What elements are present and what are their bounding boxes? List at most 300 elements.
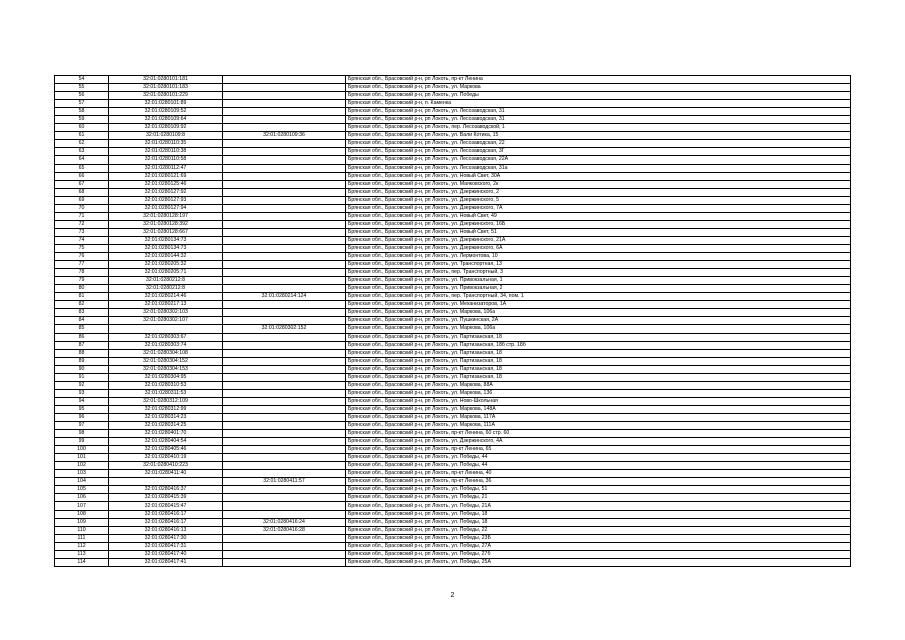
table-row bbox=[55, 317, 851, 325]
cadastral-number-cell: 32:01:0280405:46 bbox=[109, 446, 223, 454]
cadastral-number-cell: 32:01:0280416:17 bbox=[109, 518, 223, 526]
cadastral-number-cell: 32:01:0280416:13 bbox=[109, 526, 223, 534]
cadastral-number-cell: 32:01:0280144:32 bbox=[109, 253, 223, 261]
table-row bbox=[55, 502, 851, 510]
table-row bbox=[55, 405, 851, 413]
secondary-cadastral-number-cell bbox=[223, 470, 346, 478]
secondary-cadastral-number-cell bbox=[223, 446, 346, 454]
secondary-cadastral-number-cell bbox=[223, 486, 346, 494]
cadastral-number-cell: 32:01:0280304:152 bbox=[109, 357, 223, 365]
cadastral-number-cell: 32:01:0280415:47 bbox=[109, 502, 223, 510]
secondary-cadastral-number-cell bbox=[223, 269, 346, 277]
row-number-cell: 107 bbox=[55, 502, 109, 510]
cadastral-number-cell: 32:01:0280101:183 bbox=[109, 84, 223, 92]
secondary-cadastral-number-cell bbox=[223, 76, 346, 84]
table-row bbox=[55, 349, 851, 357]
row-number-cell: 60 bbox=[55, 124, 109, 132]
table-row bbox=[55, 253, 851, 261]
cadastral-number-cell: 32:01:0280302:107 bbox=[109, 317, 223, 325]
address-cell: Брянская обл., Брасовский р-н, рп Локоть, ул. Партизанская, 18 bbox=[346, 333, 851, 341]
row-number-cell: 111 bbox=[55, 534, 109, 542]
secondary-cadastral-number-cell bbox=[223, 381, 346, 389]
address-cell: Брянская обл., Брасовский р-н, рп Локоть, ул. Маркова, 117А bbox=[346, 413, 851, 421]
address-cell: Брянская обл., Брасовский р-н, рп Локоть, пр-кт Ленина, 65 bbox=[346, 446, 851, 454]
table-row bbox=[55, 422, 851, 430]
table-row bbox=[55, 196, 851, 204]
cadastral-number-cell: 32:01:0280410:19 bbox=[109, 454, 223, 462]
cadastral-number-cell: 32:01:0280304:95 bbox=[109, 373, 223, 381]
cadastral-number-cell bbox=[109, 478, 223, 486]
secondary-cadastral-number-cell bbox=[223, 148, 346, 156]
address-cell: Брянская обл., Брасовский р-н, рп Локоть, ул. Партизанская, 18 bbox=[346, 349, 851, 357]
cadastral-number-cell: 32:01:0280134:73 bbox=[109, 236, 223, 244]
row-number-cell: 102 bbox=[55, 462, 109, 470]
table-row bbox=[55, 277, 851, 285]
address-cell: Брянская обл., Брасовский р-н, рп Локоть, ул. Новый Свет, 51 bbox=[346, 228, 851, 236]
secondary-cadastral-number-cell bbox=[223, 277, 346, 285]
cadastral-number-cell: 32:01:0280411:40 bbox=[109, 470, 223, 478]
row-number-cell: 87 bbox=[55, 341, 109, 349]
secondary-cadastral-number-cell: 32:01:0280411:57 bbox=[223, 478, 346, 486]
table-row bbox=[55, 84, 851, 92]
cadastral-number-cell: 32:01:0280312:109 bbox=[109, 397, 223, 405]
table-row bbox=[55, 188, 851, 196]
row-number-cell: 73 bbox=[55, 228, 109, 236]
secondary-cadastral-number-cell bbox=[223, 349, 346, 357]
address-cell: Брянская обл., Брасовский р-н, рп Локоть, ул. Победы, 51 bbox=[346, 486, 851, 494]
table-row bbox=[55, 534, 851, 542]
row-number-cell: 56 bbox=[55, 92, 109, 100]
cadastral-number-cell: 32:01:0280401:70 bbox=[109, 430, 223, 438]
cadastral-number-cell: 32:01:0280101:181 bbox=[109, 76, 223, 84]
row-number-cell: 109 bbox=[55, 518, 109, 526]
row-number-cell: 74 bbox=[55, 236, 109, 244]
address-cell: Брянская обл., Брасовский р-н, рп Локоть, ул. Партизанская, 18б стр. 18б bbox=[346, 341, 851, 349]
address-cell: Брянская обл., Брасовский р-н, рп Локоть, ул. Дзержинского, 16Б bbox=[346, 220, 851, 228]
row-number-cell: 72 bbox=[55, 220, 109, 228]
secondary-cadastral-number-cell bbox=[223, 438, 346, 446]
row-number-cell: 70 bbox=[55, 204, 109, 212]
table-row bbox=[55, 454, 851, 462]
row-number-cell: 101 bbox=[55, 454, 109, 462]
cadastral-number-cell: 32:01:0280312:99 bbox=[109, 405, 223, 413]
row-number-cell: 81 bbox=[55, 293, 109, 301]
address-cell: Брянская обл., Брасовский р-н, рп Локоть, ул. Маркова, 136 bbox=[346, 389, 851, 397]
secondary-cadastral-number-cell: 32:01:0280214:124 bbox=[223, 293, 346, 301]
secondary-cadastral-number-cell bbox=[223, 430, 346, 438]
row-number-cell: 77 bbox=[55, 261, 109, 269]
cadastral-number-cell: 32:01:0280212:8 bbox=[109, 277, 223, 285]
table-row bbox=[55, 132, 851, 140]
table-row bbox=[55, 438, 851, 446]
table-row bbox=[55, 341, 851, 349]
secondary-cadastral-number-cell bbox=[223, 204, 346, 212]
row-number-cell: 104 bbox=[55, 478, 109, 486]
secondary-cadastral-number-cell: 32:01:0280109:36 bbox=[223, 132, 346, 140]
row-number-cell: 96 bbox=[55, 413, 109, 421]
address-cell: Брянская обл., Брасовский р-н, рп Локоть, ул. Победы bbox=[346, 92, 851, 100]
row-number-cell: 55 bbox=[55, 84, 109, 92]
table-row bbox=[55, 446, 851, 454]
cadastral-number-cell: 32:01:0280128:667 bbox=[109, 228, 223, 236]
address-cell: Брянская обл., Брасовский р-н, рп Локоть, ул. Дзержинского, 4А bbox=[346, 438, 851, 446]
cadastral-number-cell: 32:01:0280217:13 bbox=[109, 301, 223, 309]
address-cell: Брянская обл., Брасовский р-н, рп Локоть, ул. Партизанская, 18 bbox=[346, 373, 851, 381]
table-row bbox=[55, 309, 851, 317]
address-cell: Брянская обл., Брасовский р-н, рп Локоть, ул. Маркова, 106а bbox=[346, 309, 851, 317]
cadastral-number-cell: 32:01:0280303:67 bbox=[109, 333, 223, 341]
secondary-cadastral-number-cell bbox=[223, 228, 346, 236]
secondary-cadastral-number-cell bbox=[223, 462, 346, 470]
cadastral-number-cell: 32:01:0280417:31 bbox=[109, 542, 223, 550]
row-number-cell: 103 bbox=[55, 470, 109, 478]
cadastral-number-cell: 32:01:0280127:94 bbox=[109, 204, 223, 212]
address-cell: Брянская обл., Брасовский р-н, рп Локоть, пер. Лесозаводской, 1 bbox=[346, 124, 851, 132]
table-row bbox=[55, 293, 851, 301]
address-cell: Брянская обл., Брасовский р-н, рп Локоть, ул. Лесозаводская, 31 bbox=[346, 108, 851, 116]
address-cell: Брянская обл., Брасовский р-н, рп Локоть, ул. Лесозаводская, 22 bbox=[346, 140, 851, 148]
row-number-cell: 94 bbox=[55, 397, 109, 405]
row-number-cell: 97 bbox=[55, 422, 109, 430]
row-number-cell: 93 bbox=[55, 389, 109, 397]
address-cell: Брянская обл., Брасовский р-н, рп Локоть, ул. Победы, 23Б bbox=[346, 534, 851, 542]
secondary-cadastral-number-cell bbox=[223, 341, 346, 349]
row-number-cell: 108 bbox=[55, 510, 109, 518]
secondary-cadastral-number-cell bbox=[223, 188, 346, 196]
address-cell: Брянская обл., Брасовский р-н, п. Каменка bbox=[346, 100, 851, 108]
cadastral-number-cell: 32:01:0280410:223 bbox=[109, 462, 223, 470]
row-number-cell: 75 bbox=[55, 244, 109, 252]
row-number-cell: 58 bbox=[55, 108, 109, 116]
secondary-cadastral-number-cell bbox=[223, 220, 346, 228]
row-number-cell: 62 bbox=[55, 140, 109, 148]
table-row bbox=[55, 325, 851, 333]
table-row bbox=[55, 76, 851, 84]
secondary-cadastral-number-cell bbox=[223, 413, 346, 421]
table-row bbox=[55, 381, 851, 389]
secondary-cadastral-number-cell bbox=[223, 373, 346, 381]
table-row bbox=[55, 558, 851, 566]
secondary-cadastral-number-cell bbox=[223, 365, 346, 373]
address-cell: Брянская обл., Брасовский р-н, рп Локоть, ул. Лермонтова, 10 bbox=[346, 253, 851, 261]
secondary-cadastral-number-cell bbox=[223, 236, 346, 244]
row-number-cell: 78 bbox=[55, 269, 109, 277]
secondary-cadastral-number-cell bbox=[223, 156, 346, 164]
row-number-cell: 69 bbox=[55, 196, 109, 204]
cadastral-number-cell: 32:01:0280417:40 bbox=[109, 550, 223, 558]
cadastral-number-cell: 32:01:0280304:153 bbox=[109, 365, 223, 373]
address-cell: Брянская обл., Брасовский р-н, рп Локоть, ул. Партизанская, 18 bbox=[346, 365, 851, 373]
row-number-cell: 67 bbox=[55, 180, 109, 188]
row-number-cell: 110 bbox=[55, 526, 109, 534]
address-cell: Брянская обл., Брасовский р-н, рп Локоть, ул. Ново-Школьная bbox=[346, 397, 851, 405]
row-number-cell: 105 bbox=[55, 486, 109, 494]
row-number-cell: 112 bbox=[55, 542, 109, 550]
secondary-cadastral-number-cell bbox=[223, 108, 346, 116]
row-number-cell: 79 bbox=[55, 277, 109, 285]
registry-table-body bbox=[55, 76, 851, 567]
secondary-cadastral-number-cell bbox=[223, 180, 346, 188]
secondary-cadastral-number-cell bbox=[223, 116, 346, 124]
secondary-cadastral-number-cell bbox=[223, 253, 346, 261]
table-row bbox=[55, 269, 851, 277]
address-cell: Брянская обл., Брасовский р-н, рп Локоть, пер. Транспортный, 34, пом. 1 bbox=[346, 293, 851, 301]
row-number-cell: 66 bbox=[55, 172, 109, 180]
table-row bbox=[55, 486, 851, 494]
table-row bbox=[55, 413, 851, 421]
cadastral-number-cell: 32:01:0280415:39 bbox=[109, 494, 223, 502]
cadastral-number-cell: 32:01:0280109:8 bbox=[109, 132, 223, 140]
table-row bbox=[55, 389, 851, 397]
address-cell: Брянская обл., Брасовский р-н, рп Локоть, пр-кт Ленина, 36 bbox=[346, 478, 851, 486]
address-cell: Брянская обл., Брасовский р-н, рп Локоть, пр-кт Ленина, 60 стр. 60 bbox=[346, 430, 851, 438]
cadastral-number-cell: 32:01:0280314:25 bbox=[109, 422, 223, 430]
table-row bbox=[55, 261, 851, 269]
address-cell: Брянская обл., Брасовский р-н, рп Локоть, ул. Дзержинского, 5 bbox=[346, 196, 851, 204]
cadastral-number-cell: 32:01:0280302:103 bbox=[109, 309, 223, 317]
cadastral-number-cell: 32:01:0280134:73 bbox=[109, 244, 223, 252]
secondary-cadastral-number-cell bbox=[223, 261, 346, 269]
table-row bbox=[55, 204, 851, 212]
table-row bbox=[55, 462, 851, 470]
table-row bbox=[55, 100, 851, 108]
address-cell: Брянская обл., Брасовский р-н, рп Локоть, ул. Маркова, 88А bbox=[346, 381, 851, 389]
secondary-cadastral-number-cell bbox=[223, 140, 346, 148]
secondary-cadastral-number-cell bbox=[223, 317, 346, 325]
cadastral-number-cell: 32:01:0280110:35 bbox=[109, 140, 223, 148]
secondary-cadastral-number-cell bbox=[223, 212, 346, 220]
secondary-cadastral-number-cell bbox=[223, 389, 346, 397]
cadastral-number-cell: 32:01:0280416:17 bbox=[109, 510, 223, 518]
address-cell: Брянская обл., Брасовский р-н, рп Локоть, ул. Лесозаводская, 3Г bbox=[346, 148, 851, 156]
table-row bbox=[55, 542, 851, 550]
address-cell: Брянская обл., Брасовский р-н, рп Локоть, ул. Партизанская, 18 bbox=[346, 357, 851, 365]
address-cell: Брянская обл., Брасовский р-н, рп Локоть, ул. Маркова, 111А bbox=[346, 422, 851, 430]
table-row bbox=[55, 212, 851, 220]
cadastral-number-cell: 32:01:0280109:52 bbox=[109, 108, 223, 116]
address-cell: Брянская обл., Брасовский р-н, рп Локоть, ул. Победы, 22 bbox=[346, 526, 851, 534]
address-cell: Брянская обл., Брасовский р-н, рп Локоть, ул. Лесозаводская, 31а bbox=[346, 164, 851, 172]
table-row bbox=[55, 397, 851, 405]
table-row bbox=[55, 116, 851, 124]
address-cell: Брянская обл., Брасовский р-н, рп Локоть, ул. Победы, 25А bbox=[346, 558, 851, 566]
secondary-cadastral-number-cell bbox=[223, 405, 346, 413]
secondary-cadastral-number-cell bbox=[223, 84, 346, 92]
cadastral-number-cell: 32:01:0280110:38 bbox=[109, 148, 223, 156]
row-number-cell: 61 bbox=[55, 132, 109, 140]
row-number-cell: 63 bbox=[55, 148, 109, 156]
table-row bbox=[55, 148, 851, 156]
page-number: 2 bbox=[450, 592, 455, 599]
address-cell: Брянская обл., Брасовский р-н, рп Локоть, ул. Пушкинская, 2А bbox=[346, 317, 851, 325]
registry-table bbox=[54, 75, 851, 567]
table-row bbox=[55, 285, 851, 293]
address-cell: Брянская обл., Брасовский р-н, рп Локоть, ул. Маркова bbox=[346, 84, 851, 92]
address-cell: Брянская обл., Брасовский р-н, рп Локоть, ул. Маркова, 148А bbox=[346, 405, 851, 413]
secondary-cadastral-number-cell bbox=[223, 196, 346, 204]
secondary-cadastral-number-cell: 32:01:0280416:24 bbox=[223, 518, 346, 526]
secondary-cadastral-number-cell bbox=[223, 301, 346, 309]
secondary-cadastral-number-cell bbox=[223, 285, 346, 293]
cadastral-number-cell: 32:01:0280303:74 bbox=[109, 341, 223, 349]
address-cell: Брянская обл., Брасовский р-н, рп Локоть, ул. Дзержинского, 21А bbox=[346, 236, 851, 244]
row-number-cell: 92 bbox=[55, 381, 109, 389]
row-number-cell: 82 bbox=[55, 301, 109, 309]
cadastral-number-cell: 32:01:0280101:89 bbox=[109, 100, 223, 108]
secondary-cadastral-number-cell bbox=[223, 550, 346, 558]
cadastral-number-cell: 32:01:0280304:108 bbox=[109, 349, 223, 357]
row-number-cell: 95 bbox=[55, 405, 109, 413]
secondary-cadastral-number-cell bbox=[223, 172, 346, 180]
row-number-cell: 91 bbox=[55, 373, 109, 381]
secondary-cadastral-number-cell bbox=[223, 558, 346, 566]
cadastral-number-cell: 32:01:0280214:46 bbox=[109, 293, 223, 301]
cadastral-number-cell: 32:01:0280128:392 bbox=[109, 220, 223, 228]
secondary-cadastral-number-cell bbox=[223, 454, 346, 462]
address-cell: Брянская обл., Брасовский р-н, рп Локоть, ул. Дзержинского, 7А bbox=[346, 204, 851, 212]
table-row bbox=[55, 108, 851, 116]
table-row bbox=[55, 124, 851, 132]
address-cell: Брянская обл., Брасовский р-н, рп Локоть, ул. Лесозаводская, 31 bbox=[346, 116, 851, 124]
table-row bbox=[55, 236, 851, 244]
table-row bbox=[55, 373, 851, 381]
address-cell: Брянская обл., Брасовский р-н, рп Локоть, ул. Новый Свет, 30А bbox=[346, 172, 851, 180]
secondary-cadastral-number-cell bbox=[223, 422, 346, 430]
cadastral-number-cell: 32:01:0280127:93 bbox=[109, 196, 223, 204]
address-cell: Брянская обл., Брасовский р-н, рп Локоть, пр-кт Ленина, 40 bbox=[346, 470, 851, 478]
address-cell: Брянская обл., Брасовский р-н, рп Локоть, ул. Победы, 21 bbox=[346, 494, 851, 502]
row-number-cell: 84 bbox=[55, 317, 109, 325]
secondary-cadastral-number-cell bbox=[223, 534, 346, 542]
address-cell: Брянская обл., Брасовский р-н, рп Локоть, ул. Маяковского, 2к bbox=[346, 180, 851, 188]
table-row bbox=[55, 172, 851, 180]
table-row bbox=[55, 301, 851, 309]
table-row bbox=[55, 357, 851, 365]
cadastral-number-cell: 32:01:0280125:46 bbox=[109, 180, 223, 188]
cadastral-number-cell: 32:01:0280121:69 bbox=[109, 172, 223, 180]
secondary-cadastral-number-cell bbox=[223, 357, 346, 365]
table-row bbox=[55, 164, 851, 172]
row-number-cell: 86 bbox=[55, 333, 109, 341]
address-cell: Брянская обл., Брасовский р-н, рп Локоть, ул. Привокзальная, 1 bbox=[346, 277, 851, 285]
cadastral-number-cell: 32:01:0280205:32 bbox=[109, 261, 223, 269]
table-row bbox=[55, 518, 851, 526]
table-row bbox=[55, 430, 851, 438]
secondary-cadastral-number-cell bbox=[223, 542, 346, 550]
secondary-cadastral-number-cell bbox=[223, 510, 346, 518]
cadastral-number-cell: 32:01:0280112:47 bbox=[109, 164, 223, 172]
secondary-cadastral-number-cell: 32:01:0280416:28 bbox=[223, 526, 346, 534]
secondary-cadastral-number-cell bbox=[223, 124, 346, 132]
address-cell: Брянская обл., Брасовский р-н, рп Локоть, ул. Механизаторов, 1А bbox=[346, 301, 851, 309]
table-row bbox=[55, 156, 851, 164]
table-row bbox=[55, 550, 851, 558]
table-row bbox=[55, 494, 851, 502]
cadastral-number-cell bbox=[109, 325, 223, 333]
secondary-cadastral-number-cell bbox=[223, 397, 346, 405]
row-number-cell: 57 bbox=[55, 100, 109, 108]
secondary-cadastral-number-cell bbox=[223, 494, 346, 502]
table-row bbox=[55, 510, 851, 518]
table-row bbox=[55, 220, 851, 228]
cadastral-number-cell: 32:01:0280109:64 bbox=[109, 116, 223, 124]
address-cell: Брянская обл., Брасовский р-н, рп Локоть, ул. Победы, 18 bbox=[346, 510, 851, 518]
address-cell: Брянская обл., Брасовский р-н, рп Локоть, ул. Дзержинского, 2 bbox=[346, 188, 851, 196]
row-number-cell: 89 bbox=[55, 357, 109, 365]
row-number-cell: 90 bbox=[55, 365, 109, 373]
address-cell: Брянская обл., Брасовский р-н, рп Локоть, пер. Транспортный, 3 bbox=[346, 269, 851, 277]
row-number-cell: 100 bbox=[55, 446, 109, 454]
cadastral-number-cell: 32:01:0280109:92 bbox=[109, 124, 223, 132]
address-cell: Брянская обл., Брасовский р-н, рп Локоть, ул. Дзержинского, 6А bbox=[346, 244, 851, 252]
row-number-cell: 64 bbox=[55, 156, 109, 164]
table-row bbox=[55, 228, 851, 236]
row-number-cell: 59 bbox=[55, 116, 109, 124]
secondary-cadastral-number-cell bbox=[223, 164, 346, 172]
cadastral-number-cell: 32:01:0280417:30 bbox=[109, 534, 223, 542]
cadastral-number-cell: 32:01:0280404:54 bbox=[109, 438, 223, 446]
secondary-cadastral-number-cell bbox=[223, 333, 346, 341]
table-row bbox=[55, 333, 851, 341]
address-cell: Брянская обл., Брасовский р-н, рп Локоть, ул. Победы, 18 bbox=[346, 518, 851, 526]
secondary-cadastral-number-cell bbox=[223, 244, 346, 252]
address-cell: Брянская обл., Брасовский р-н, рп Локоть, ул. Привокзальная, 2 bbox=[346, 285, 851, 293]
secondary-cadastral-number-cell bbox=[223, 309, 346, 317]
address-cell: Брянская обл., Брасовский р-н, рп Локоть, ул. Победы, 27б bbox=[346, 550, 851, 558]
cadastral-number-cell: 32:01:0280110:58 bbox=[109, 156, 223, 164]
address-cell: Брянская обл., Брасовский р-н, рп Локоть, ул. Победы, 27А bbox=[346, 542, 851, 550]
cadastral-number-cell: 32:01:0280314:23 bbox=[109, 413, 223, 421]
table-row bbox=[55, 244, 851, 252]
secondary-cadastral-number-cell: 32:01:0280302:152 bbox=[223, 325, 346, 333]
row-number-cell: 114 bbox=[55, 558, 109, 566]
cadastral-number-cell: 32:01:0280205:71 bbox=[109, 269, 223, 277]
row-number-cell: 113 bbox=[55, 550, 109, 558]
row-number-cell: 88 bbox=[55, 349, 109, 357]
table-row bbox=[55, 365, 851, 373]
row-number-cell: 85 bbox=[55, 325, 109, 333]
row-number-cell: 54 bbox=[55, 76, 109, 84]
cadastral-number-cell: 32:01:0280311:53 bbox=[109, 389, 223, 397]
address-cell: Брянская обл., Брасовский р-н, рп Локоть, ул. Транспортная, 13 bbox=[346, 261, 851, 269]
address-cell: Брянская обл., Брасовский р-н, рп Локоть, ул. Победы, 44 bbox=[346, 462, 851, 470]
table-row bbox=[55, 526, 851, 534]
cadastral-number-cell: 32:01:0280310:53 bbox=[109, 381, 223, 389]
cadastral-number-cell: 32:01:0280212:8 bbox=[109, 285, 223, 293]
cadastral-number-cell: 32:01:0280416:37 bbox=[109, 486, 223, 494]
cadastral-number-cell: 32:01:0280128:197 bbox=[109, 212, 223, 220]
table-row bbox=[55, 478, 851, 486]
row-number-cell: 68 bbox=[55, 188, 109, 196]
address-cell: Брянская обл., Брасовский р-н, рп Локоть, пр-кт Ленина bbox=[346, 76, 851, 84]
secondary-cadastral-number-cell bbox=[223, 100, 346, 108]
secondary-cadastral-number-cell bbox=[223, 92, 346, 100]
address-cell: Брянская обл., Брасовский р-н, рп Локоть, ул. Маркова, 106а bbox=[346, 325, 851, 333]
address-cell: Брянская обл., Брасовский р-н, рп Локоть, ул. Вали Котика, 15 bbox=[346, 132, 851, 140]
address-cell: Брянская обл., Брасовский р-н, рп Локоть, ул. Новый Свет, 49 bbox=[346, 212, 851, 220]
row-number-cell: 83 bbox=[55, 309, 109, 317]
address-cell: Брянская обл., Брасовский р-н, рп Локоть, ул. Лесозаводская, 22А bbox=[346, 156, 851, 164]
secondary-cadastral-number-cell bbox=[223, 502, 346, 510]
table-row bbox=[55, 470, 851, 478]
cadastral-number-cell: 32:01:0280417:41 bbox=[109, 558, 223, 566]
table-row bbox=[55, 180, 851, 188]
row-number-cell: 99 bbox=[55, 438, 109, 446]
address-cell: Брянская обл., Брасовский р-н, рп Локоть, ул. Победы, 44 bbox=[346, 454, 851, 462]
row-number-cell: 80 bbox=[55, 285, 109, 293]
cadastral-number-cell: 32:01:0280101:229 bbox=[109, 92, 223, 100]
row-number-cell: 65 bbox=[55, 164, 109, 172]
